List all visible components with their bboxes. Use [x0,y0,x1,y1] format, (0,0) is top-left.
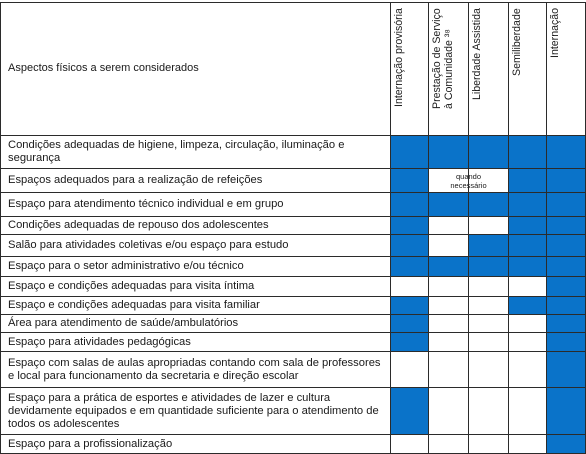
filled-cell [391,193,428,216]
filled-cell [547,193,586,216]
column-divider [428,2,429,454]
filled-cell [391,297,428,314]
row-label: Espaço para atendimento técnico individual e em grupo [8,198,284,210]
row-label: Espaço para atividades pedagógicas [8,335,191,348]
empty-cell [469,277,508,296]
empty-cell [469,315,508,332]
filled-cell [509,297,546,314]
filled-cell [469,193,508,216]
filled-cell [547,352,586,387]
filled-cell [391,235,428,256]
filled-cell [509,257,546,276]
column-header-4: Internação [549,8,561,59]
row-label: Espaços adequados para a realização de refeições [8,174,263,186]
column-divider [468,2,469,454]
row-divider [0,2,586,3]
filled-cell [391,388,428,434]
column-divider [508,2,509,454]
row-divider [0,387,586,388]
empty-cell [429,388,468,434]
filled-cell [469,235,508,256]
filled-cell [547,333,586,351]
empty-cell [469,333,508,351]
column-header-0: Internação provisória [393,8,405,107]
row-divider [0,351,586,352]
empty-cell [469,352,508,387]
empty-cell [469,435,508,454]
empty-cell [509,277,546,296]
empty-cell [391,277,428,296]
filled-cell [547,277,586,296]
row-label: Espaço e condições adequadas para visita familiar [8,299,260,311]
row-divider [0,216,586,217]
row-label: Salão para atividades coletivas e/ou espaço para estudo [8,239,289,251]
filled-cell [429,257,468,276]
filled-cell [509,217,546,234]
aspect-column-header: Aspectos físicos a serem considerados [8,62,199,74]
row-label: Espaço para a prática de esportes e atividades de lazer e cultura devidamente equipados e em quantidade suficiente para o atendimento de todos os adolescentes [8,391,379,430]
empty-cell [429,297,468,314]
row-label: Espaço para o setor administrativo e/ou técnico [8,260,244,272]
row-divider [0,314,586,315]
empty-cell [429,352,468,387]
filled-cell [391,333,428,351]
row-label: Espaço para a profissionalização [8,438,173,450]
row-divider [0,168,586,169]
row-label: Espaço e condições adequadas para visita íntima [8,280,255,292]
filled-cell [429,193,468,216]
filled-cell [509,136,546,168]
row-divider [0,256,586,257]
row-label: Espaço com salas de aulas apropriadas contando com sala de professores e local para funcionamento da secretaria e direção escolar [8,356,381,382]
row-note: quando necessário [429,169,508,192]
filled-cell [547,315,586,332]
empty-cell [509,388,546,434]
empty-cell [429,235,468,256]
filled-cell [469,257,508,276]
filled-cell [391,257,428,276]
filled-cell [547,235,586,256]
filled-cell [391,315,428,332]
filled-cell [391,169,428,192]
row-label: Condições adequadas de repouso dos adolescentes [8,219,269,231]
filled-cell [469,136,508,168]
filled-cell [391,136,428,168]
column-divider [0,2,1,454]
filled-cell [547,257,586,276]
column-header-3: Semiliberdade [511,8,523,76]
row-divider [0,276,586,277]
row-divider [0,135,586,136]
filled-cell [547,388,586,434]
row-divider [0,296,586,297]
empty-cell [429,333,468,351]
row-divider [0,332,586,333]
filled-cell [509,235,546,256]
empty-cell [391,435,428,454]
column-header-2: Liberdade Assistida [471,8,483,100]
empty-cell [509,352,546,387]
row-divider [0,434,586,435]
empty-cell [469,297,508,314]
filled-cell [547,297,586,314]
row-divider [0,234,586,235]
empty-cell [509,333,546,351]
empty-cell [429,277,468,296]
empty-cell [429,217,468,234]
empty-cell [429,435,468,454]
filled-cell [391,217,428,234]
filled-cell [547,217,586,234]
empty-cell [509,435,546,454]
empty-cell [469,388,508,434]
column-divider [390,2,391,454]
filled-cell [547,435,586,454]
column-divider [546,2,547,454]
row-label: Condições adequadas de higiene, limpeza, circulação, iluminação e segurança [8,139,345,164]
filled-cell [429,136,468,168]
filled-cell [547,169,586,192]
empty-cell [391,352,428,387]
column-header-1: Prestação de Serviço à Comunidade ³⁸ [431,8,455,109]
filled-cell [509,193,546,216]
filled-cell [509,169,546,192]
empty-cell [509,315,546,332]
empty-cell [469,217,508,234]
row-label: Área para atendimento de saúde/ambulatórios [8,317,239,329]
row-divider [0,192,586,193]
empty-cell [429,315,468,332]
filled-cell [547,136,586,168]
